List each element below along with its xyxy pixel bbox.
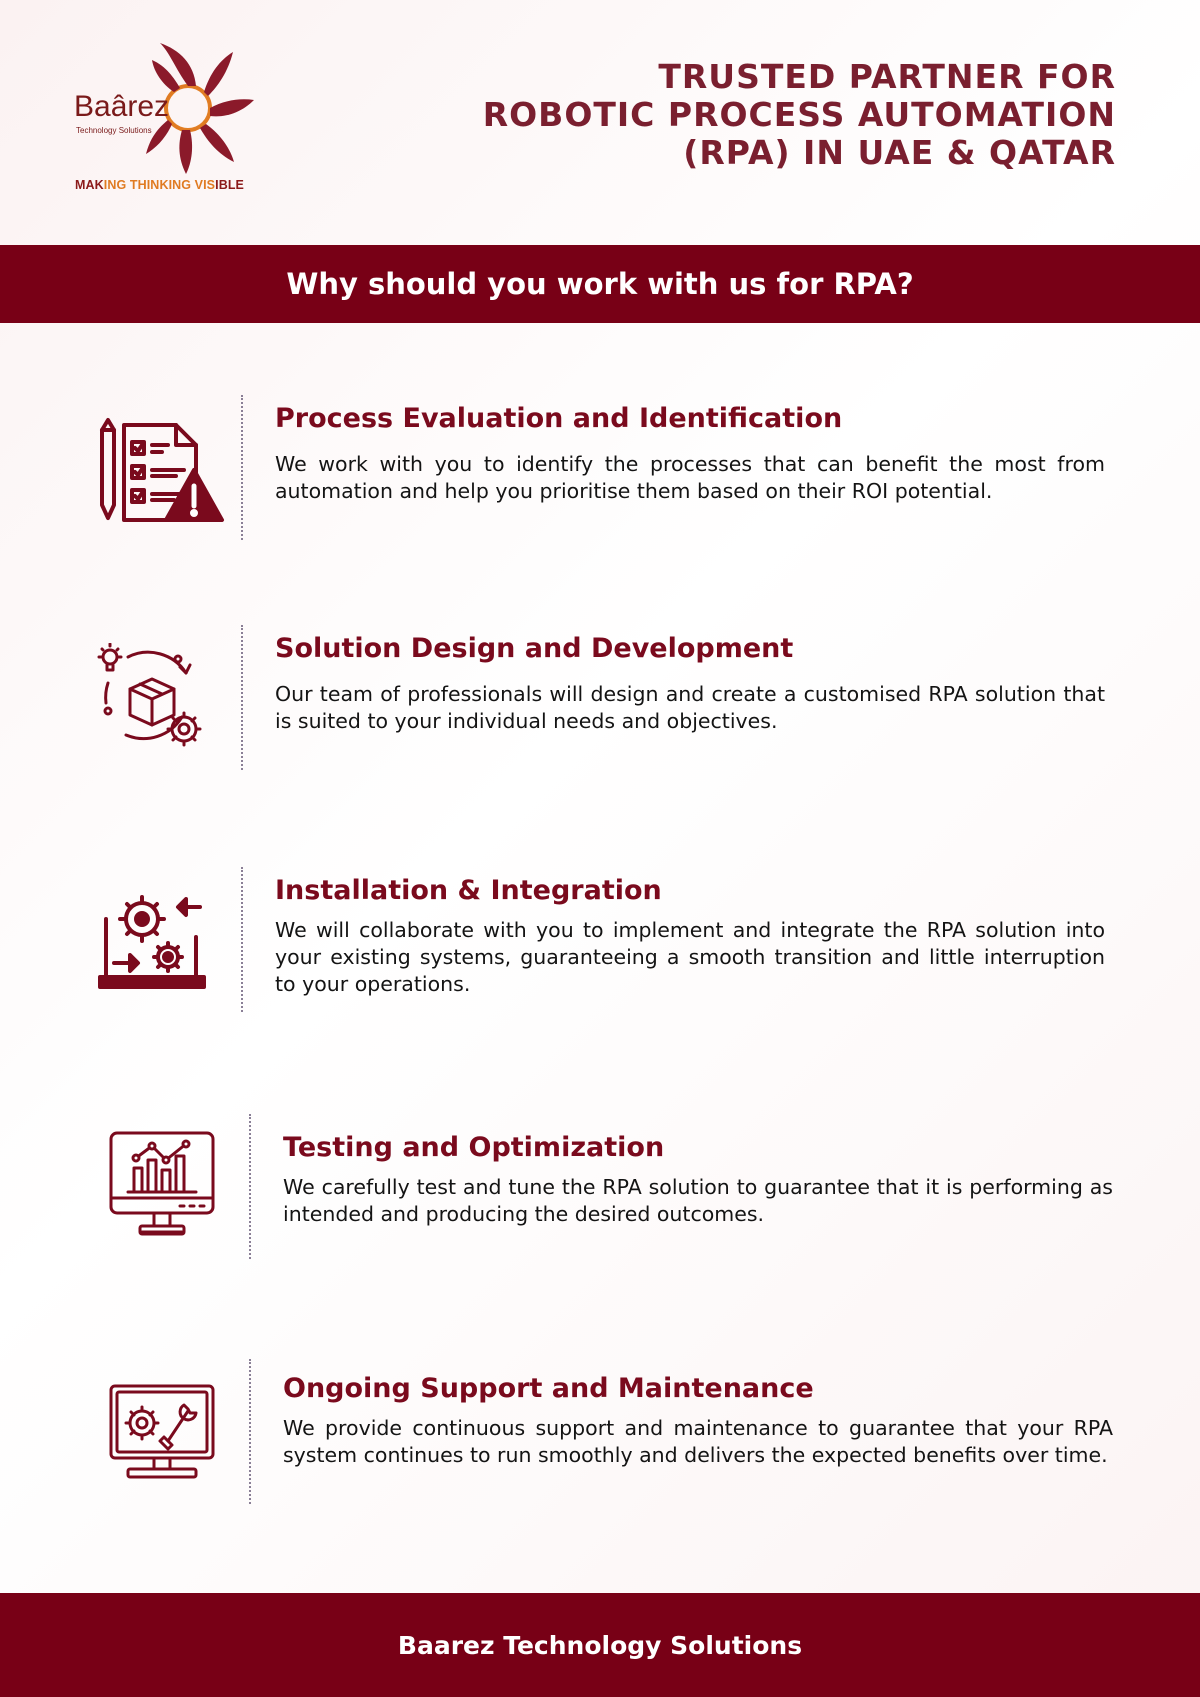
monitor-chart-icon [108, 1130, 216, 1240]
item-description: We will collaborate with you to implement and integrate the RPA solution into your existing systems, guaranteeing a smooth transition and little interruption to your operations. [275, 918, 1105, 996]
logo-subtitle: Technology Solutions [76, 126, 152, 135]
item-title: Ongoing Support and Maintenance [283, 1373, 814, 1404]
item-title: Installation & Integration [275, 875, 662, 906]
logo-name: Baârez [74, 90, 170, 123]
logo-tagline [75, 178, 244, 192]
title-line-2: ROBOTIC PROCESS AUTOMATION [482, 95, 1116, 134]
title-line-3: (RPA) IN UAE & QATAR [683, 133, 1116, 172]
item-title: Testing and Optimization [283, 1132, 665, 1163]
item-divider [241, 395, 243, 540]
item-divider [249, 1359, 251, 1504]
section-heading: Why should you work with us for RPA? [286, 267, 914, 301]
item-divider [249, 1114, 251, 1259]
item-title: Solution Design and Development [275, 633, 794, 664]
page-title [396, 58, 1116, 172]
tagline-highlight: ING THINKING VIS [103, 178, 216, 192]
tagline-start: MAK [75, 178, 104, 192]
company-logo [70, 38, 255, 198]
item-title: Process Evaluation and Identification [275, 403, 843, 434]
item-description: We carefully test and tune the RPA solution to guarantee that it is performing as intended and producing the desired outcomes. [283, 1175, 1113, 1226]
item-divider [241, 625, 243, 770]
item-description: We work with you to identify the processes that can benefit the most from automation and help you prioritise them based on their ROI potential. [275, 452, 1105, 503]
tagline-end: IBLE [215, 178, 244, 192]
document-alert-icon [96, 410, 226, 525]
item-description: We provide continuous support and maintenance to guarantee that your RPA system continues to run smoothly and delivers the expected benefits over time. [283, 1416, 1113, 1467]
monitor-tools-icon [108, 1383, 216, 1483]
footer-company: Baarez Technology Solutions [397, 1630, 803, 1660]
title-line-1: TRUSTED PARTNER FOR [658, 57, 1116, 96]
laptop-gears-icon [98, 885, 208, 995]
item-description: Our team of professionals will design and create a customised RPA solution that is suited to your individual needs and objectives. [275, 682, 1105, 733]
section-heading-band [0, 245, 1200, 323]
footer-band [0, 1593, 1200, 1697]
box-cycle-icon [96, 643, 206, 753]
item-divider [241, 867, 243, 1012]
